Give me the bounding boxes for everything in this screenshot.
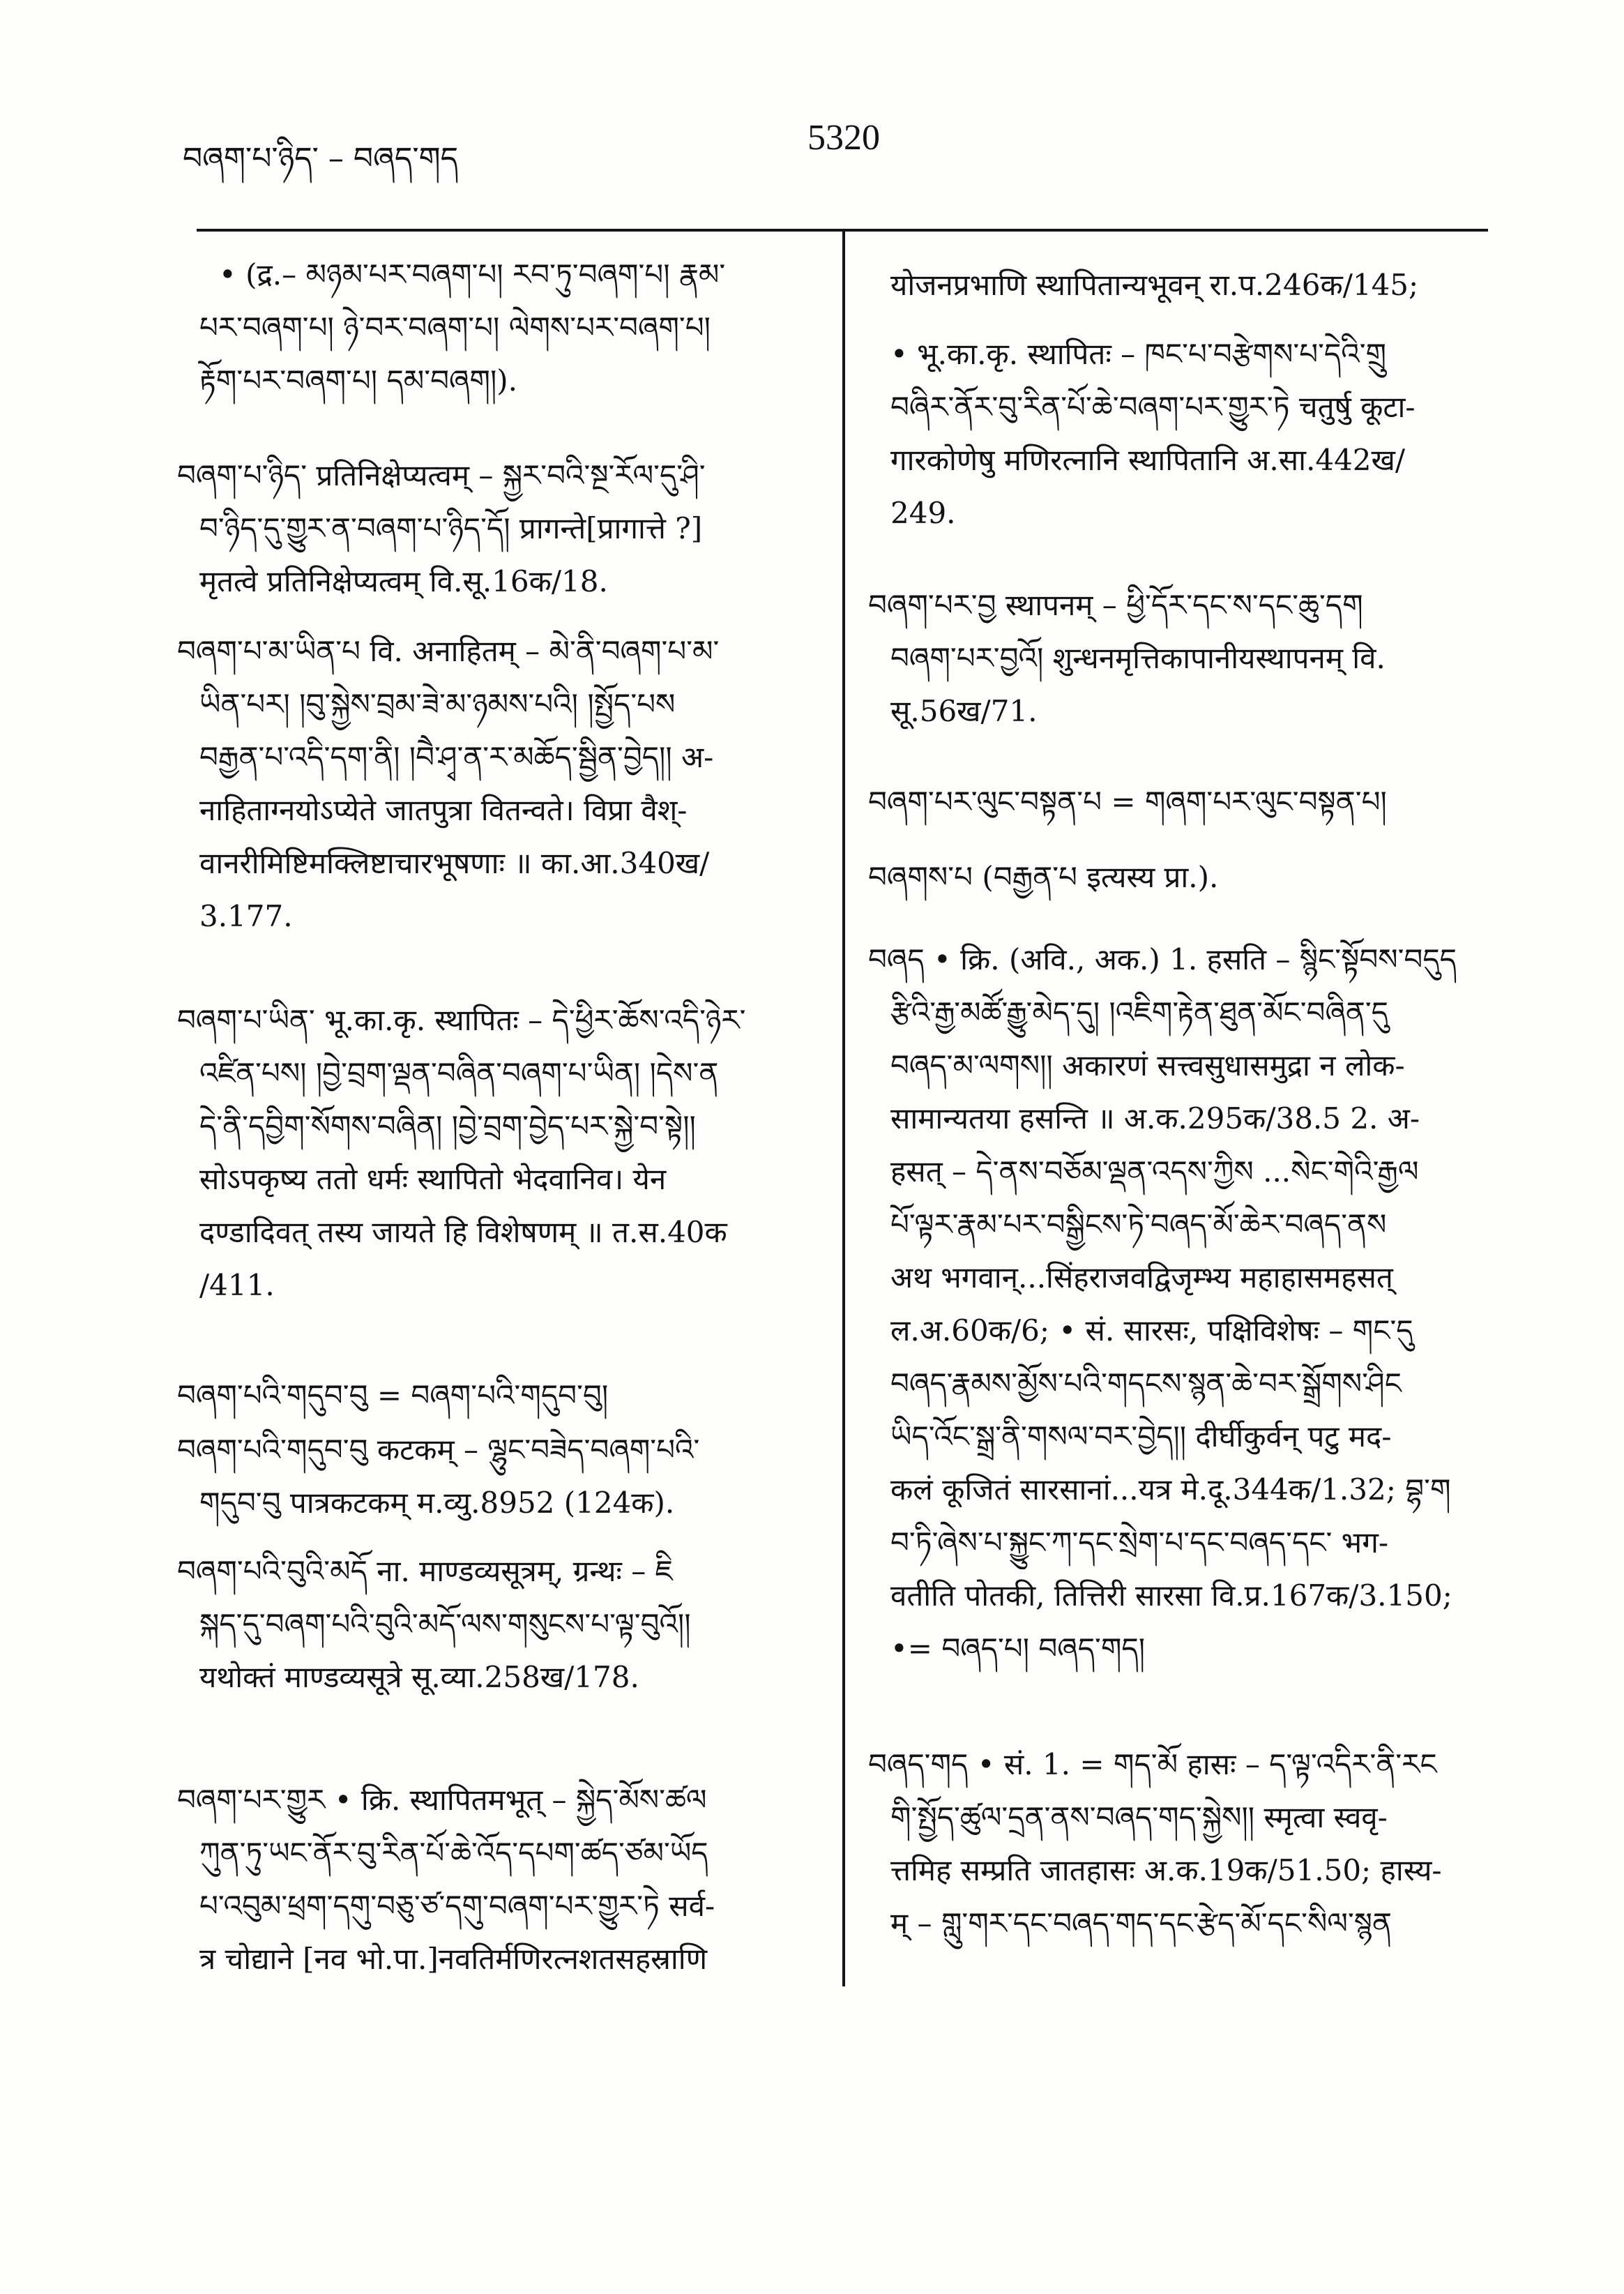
headword-line: བཞག་པའི་བུའི་མདོ ना. माण्डव्यसूत्रम्, ग्रन्थः – ཇི [177,1554,674,1588]
dictionary-entry [177,1424,823,1530]
entry-line: म् – གླུ་གར་དང་བཞད་གད་དང་རྩེད་མོ་དང་སིལ་སྙན [890,1906,1392,1940]
headword-line: བཞག་པའི་གདུབ་བུ कटकम् – ལྷུང་བཟེད་བཞག་པའི་ [177,1433,700,1467]
entry-line: བཞད་མ་ལགས།། अकारणं सत्त्वसुधासमुद्रा न लोक- [890,1048,1405,1082]
entry-line: 3.177. [199,899,293,933]
entry-line: པར་བཞག་པ། ཉེ་བར་བཞག་པ། ལེགས་པར་བཞག་པ། [199,310,711,345]
left-column [177,0,823,2023]
entry-line: པོ་ལྟར་རྣམ་པར་བསྒྱིངས་ཏེ་བཞད་མོ་ཆེར་བཞད་ནས [890,1207,1387,1242]
headword-line: བཞག་པ་མ་ཡིན་པ वि. अनाहितम् – མེ་ནི་བཞག་པ་མ་ [177,634,720,668]
headword-line: བཞད་གད • सं. 1. = གད་མོ हासः – ད་ལྟ་འདིར་ནི་རང [868,1747,1437,1781]
dictionary-entry [177,1774,823,1986]
dictionary-entry [868,579,1489,738]
entry-line: •= བཞད་པ། བཞད་གད། [890,1631,1146,1666]
headword-line: བཞད • क्रि. (अवि., अक.) 1. हसति – སྙིང་སྟོབས་བདུད [868,942,1457,976]
dictionary-entry [177,1545,823,1704]
headword-line: བཞག་པར་བྱ स्थापनम् – ཕྱི་དོར་དང་ས་དང་ཆུ་དག [868,588,1363,622]
right-column [868,0,1489,2023]
entry-line: གི་སྤྱོད་ཚུལ་དྲན་ནས་བཞད་གད་སྐྱེས།། स्मृत्वा स्ववृ- [890,1800,1388,1834]
entry-line: འཛིན་པས། །བྱེ་བྲག་ལྡན་བཞིན་བཞག་པ་ཡིན། །དེས་ན [199,1056,719,1090]
entry-line: པ་འབུམ་ཕྲག་དགུ་བཅུ་ཙ་དགུ་བཞག་པར་གྱུར་ཏེ सर्व- [199,1889,715,1923]
entry-line: योजनप्रभाणि स्थापितान्यभूवन् रा.प.246क/145; [890,268,1419,302]
entry-line: • (द्र.– མཉམ་པར་བཞག་པ། རབ་ཏུ་བཞག་པ། རྣམ་ [219,257,726,292]
entry-line: नाहिताग्नयोऽप्येते जातपुत्रा वितन्वते। विप्रा वैश्- [199,793,688,827]
headword-line: བཞག་པར་ལུང་བསྟན་པ = གཞག་པར་ལུང་བསྟན་པ། [868,785,1387,819]
entry-line: वानरीमिष्टिमक्लिष्टाचारभूषणाः ॥ का.आ.340ख/ [199,846,710,880]
dictionary-entry [868,776,1489,829]
dictionary-entry [177,994,823,1312]
entry-line: རྟོག་པར་བཞག་པ། དམ་བཞག།). [199,363,518,398]
headword-line: བཞག་པ་ཡིན་ भू.का.कृ. स्थापितः – དེ་ཕྱིར་ཆོས་འདི་ཉེར་ [177,1003,746,1037]
page-number: 5320 [807,118,880,158]
entry-line: ཡིད་འོང་སྒྲ་ནི་གསལ་བར་བྱེད།། दीर्घीकुर्वन् पटु मद- [890,1419,1392,1454]
entry-line: /411. [199,1268,275,1302]
entry-line: བཞད་རྣམས་མྱོས་པའི་གདངས་སྙན་ཆེ་བར་སྒྲོགས་ཤིང [890,1366,1402,1401]
headword-line: བཞགས་པ (བརྒྱན་པ इत्यस्य प्रा.). [868,860,1219,894]
entry-line: मृतत्वे प्रतिनिक्षेप्यत्वम् वि.सू.16क/18. [199,564,608,598]
entry-line: ल.अ.60क/6; • सं. सारसः, पक्षिविशेषः – གང་དུ [890,1313,1413,1348]
entry-line: སྐད་དུ་བཞག་པའི་བུའི་མདོ་ལས་གསུངས་པ་ལྟ་བུའོ།། [199,1607,691,1641]
entry-line: वतीति पोतकी, तित्तिरी सारसा वि.प्र.167क/3.150; [890,1578,1452,1613]
entry-line: གདུབ་བུ पात्रकटकम् म.व्यु.8952 (124क). [199,1486,675,1520]
dictionary-entry [868,328,1489,540]
dictionary-entry [868,851,1489,904]
entry-line: दण्डादिवत् तस्य जायते हि विशेषणम् ॥ त.स.40क [199,1215,727,1249]
dictionary-entry [177,625,823,943]
entry-line: गारकोणेषु मणिरत्नानि स्थापितानि अ.सा.442ख/ [890,443,1406,477]
entry-line: དེ་ནི་དབྱིག་སོགས་བཞིན། །བྱེ་བྲག་བྱེད་པར་སྐྱེ་བ་སྟེ།། [199,1109,696,1143]
entry-line: ཀུན་ཏུ་ཡང་ནོར་བུ་རིན་པོ་ཆེ་འོད་དཔག་ཚད་ཙམ་ཡོད [199,1836,708,1870]
entry-line: हसत् – དེ་ནས་བཅོམ་ལྡན་འདས་ཀྱིས ...སེང་གེའི་རྒྱལ [890,1154,1419,1188]
entry-line: བ་ཏི་ཞེས་པ་སྐྱུང་ཀ་དང་སྲེག་པ་དང་བཞད་དང་ भग- [890,1525,1389,1560]
entry-line: सोऽपकृष्य ततो धर्मः स्थापितो भेदवानिव। येन [199,1162,667,1196]
column-divider [842,230,845,1986]
entry-line: བཞག་པར་བྱའོ། शुन्धनमृत्तिकापानीयस्थापनम् वि. [890,641,1386,675]
entry-line: བརྒྱན་པ་འདི་དག་ནི། །བཻ་ཤྭ་ན་ར་མཆོད་སྦྱིན་བྱེད།། अ- [199,740,714,774]
entry-line: བ་ཉིད་དུ་གྱུར་ན་བཞག་པ་ཉིད་དོ། प्रागन्ते[प्रागात्ते ?] [199,511,703,545]
dictionary-entry [868,1738,1489,1950]
entry-line: यथोक्तं माण्डव्यसूत्रे सू.व्या.258ख/178. [199,1660,639,1694]
entry-line: सामान्यतया हसन्ति ॥ अ.क.295क/38.5 2. अ- [890,1101,1420,1135]
dictionary-entry [868,933,1489,1675]
entry-line: • भू.का.कृ. स्थापितः – ཁང་པ་བརྩེགས་པ་དེའི་གྲུ [890,337,1387,371]
entry-line: अथ भगवान्...सिंहराजवद्विजृम्भ्य महाहासमहसत् [890,1260,1393,1295]
dictionary-entry [177,1369,823,1422]
entry-line: ཡིན་པར། །བུ་སྐྱེས་བྲམ་ཟེ་མ་ཉམས་པའི། །སྤྱོད་པས [199,687,676,721]
headword-line: བཞག་པ་ཉིད་ प्रतिनिक्षेप्यत्वम् – སྐྱར་བའི་སྔ་རོལ་དུ་ཤི་ [177,458,706,492]
dictionary-entry [868,259,1489,312]
headword-line: བཞག་པར་གྱུར • क्रि. स्थापितमभूत् – སྐྱེད་མོས་ཚལ [177,1783,707,1817]
headword-line: བཞག་པའི་གདུབ་བུ = བཞག་པའི་གདུབ་བུ། [177,1378,609,1412]
entry-line: कलं कूजितं सारसानां...यत्र मे.दू.344क/1.32; བྷ་ག [890,1472,1451,1507]
entry-line: त्तमिह सम्प्रति जातहासः अ.क.19क/51.50; हास्य- [890,1853,1442,1887]
entry-line: བཞིར་ནོར་བུ་རིན་པོ་ཆེ་བཞག་པར་གྱུར་ཏེ चतुर्षु कूटा- [890,390,1416,424]
entry-line: त्र चोद्याने [नव भो.पा.]नवतिर्मणिरत्नशतसहस्राणि [199,1942,708,1976]
entry-line: 249. [890,496,956,530]
dictionary-entry [177,449,823,608]
entry-line: རྩིའི་རྒྱ་མཚོ་རྒྱུ་མེད་དུ། །འཇིག་རྟེན་ཐུན་མོང་བཞིན་དུ [890,995,1388,1029]
dictionary-entry [177,248,823,407]
running-head: བཞག་པ་ཉིད་ – བཞད་གད [183,141,459,176]
entry-line: सू.56ख/71. [890,694,1038,728]
